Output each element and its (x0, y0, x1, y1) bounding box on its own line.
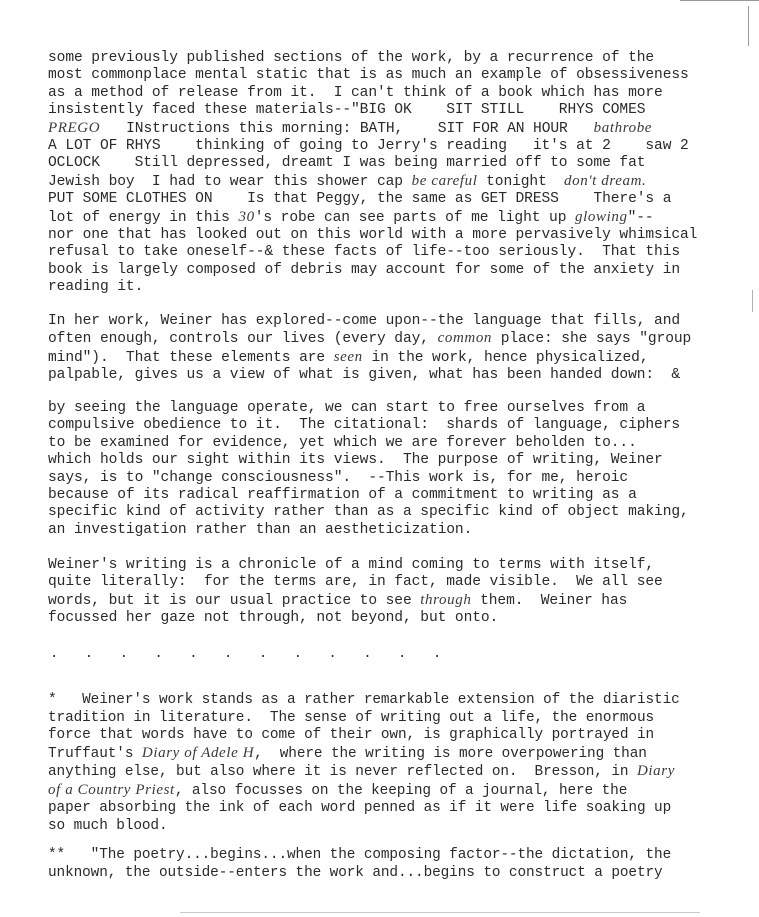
text-line (48, 155, 738, 172)
italic-text: common (437, 330, 493, 347)
text-segment: Truffaut's (48, 745, 142, 762)
text-line (48, 330, 738, 348)
text-segment: refusal to take oneself--& these facts of life--too seriously. That this (48, 244, 681, 261)
text-line (48, 727, 738, 745)
text-line (48, 227, 738, 244)
text-segment: words, but it is our usual practice to see (48, 592, 421, 609)
text-segment: often enough, controls our lives (every day, (48, 331, 438, 348)
text-line (48, 102, 738, 119)
section-divider-dots: . . . . . . . . . . . . (50, 646, 451, 662)
text-line (48, 367, 738, 384)
text-segment: In her work, Weiner has explored--come upon--the language that fills, and (48, 313, 681, 329)
footnote-1 (48, 692, 738, 835)
italic-text: Diary (636, 763, 675, 779)
paragraph-1 (48, 50, 738, 297)
text-segment: palpable, gives us a view of what is given, what has been handed down: & (48, 367, 681, 384)
right-edge-line (748, 6, 749, 46)
paragraph-3 (48, 400, 738, 539)
text-line (48, 435, 738, 452)
bottom-edge-line (180, 912, 700, 913)
text-line (48, 313, 738, 330)
text-segment: an investigation rather than an aestheticization. (48, 521, 473, 538)
text-line (48, 138, 738, 155)
text-segment: Jewish boy I had to wear this shower cap (48, 173, 412, 190)
paragraph-4 (48, 557, 738, 628)
text-segment: so much blood. (48, 817, 168, 834)
text-line (48, 574, 738, 591)
text-segment: which holds our sight within its views. The purpose of writing, Weiner (48, 452, 663, 469)
text-segment: Weiner's writing is a chronicle of a mind coming to terms with itself, (48, 557, 655, 573)
text-segment: quite literally: for the terms are, in fact, made visible. We all see (48, 574, 663, 591)
text-line (48, 800, 738, 818)
text-line (48, 452, 738, 469)
text-line (48, 67, 738, 84)
text-line (48, 417, 738, 434)
text-segment: ** "The poetry...begins...when the composing factor--the dictation, the (48, 847, 672, 863)
text-line (48, 209, 738, 227)
italic-text: don't dream. (564, 172, 647, 189)
text-line (48, 279, 738, 296)
text-segment: unknown, the outside--enters the work and...begins to construct a poetry (48, 864, 663, 881)
text-segment: 's robe can see parts of me light up (254, 209, 576, 226)
text-line (48, 487, 738, 504)
text-segment: force that words have to come of their own, is graphically portrayed in (48, 727, 655, 743)
text-segment: anything else, but also where it is never reflected on. Bresson, in (48, 764, 637, 780)
italic-text: of a Country Priest (48, 781, 175, 798)
text-segment: insistently faced these materials--"BIG OK SIT STILL RHYS COMES (48, 102, 646, 119)
text-segment: reading it. (48, 279, 144, 296)
text-segment: as a method of release from it. I can't think of a book which has more (48, 84, 663, 101)
text-segment: because of its radical reaffirmation of a commitment to writing as a (48, 487, 637, 504)
text-line (48, 557, 738, 574)
italic-text: glowing (575, 208, 628, 225)
text-segment: mind"). That these elements are (48, 349, 334, 366)
text-line (48, 522, 738, 539)
text-segment: nor one that has looked out on this world with a more pervasively whimsical (48, 227, 698, 244)
italic-text: PREGO (48, 119, 101, 136)
text-line (48, 173, 738, 191)
text-segment: PUT SOME CLOTHES ON Is that Peggy, the same as GET DRESS There's a (48, 191, 672, 208)
text-segment: tonight (477, 173, 565, 190)
text-segment: OCLOCK Still depressed, dreamt I was being married off to some fat (48, 155, 646, 172)
italic-text: Diary of Adele H (141, 744, 255, 761)
paragraph-2 (48, 313, 738, 385)
text-segment: paper absorbing the ink of each word penned as if it were life soaking up (48, 800, 672, 816)
text-segment: compulsive obedience to it. The citational: shards of language, ciphers (48, 417, 681, 434)
text-line (48, 85, 738, 102)
text-line (48, 847, 738, 865)
text-segment: by seeing the language operate, we can start to free ourselves from a (48, 400, 646, 416)
text-segment: A LOT OF RHYS thinking of going to Jerry's reading it's at 2 saw 2 (48, 138, 689, 155)
text-line (48, 50, 738, 67)
text-line (48, 349, 738, 367)
italic-text: be careful (411, 172, 478, 189)
text-segment: , also focusses on the keeping of a journal, here the (174, 782, 628, 799)
text-segment: * Weiner's work stands as a rather remarkable extension of the diaristic (48, 692, 680, 708)
italic-text: through (420, 591, 472, 608)
text-line (48, 610, 738, 627)
text-line (48, 745, 738, 764)
text-line (48, 865, 738, 883)
text-segment: "-- (627, 209, 654, 226)
text-line (48, 191, 738, 208)
text-line (48, 592, 738, 610)
text-line (48, 120, 738, 138)
top-right-edge-mark (680, 0, 759, 1)
text-segment: some previously published sections of the work, by a recurrence of the (48, 50, 655, 66)
text-line (48, 244, 738, 261)
text-segment: most commonplace mental static that is as much an example of obsessiveness (48, 67, 689, 84)
text-segment: to be examined for evidence, yet which we are forever beholden to... (48, 434, 637, 451)
italic-text: bathrobe (593, 119, 653, 136)
text-segment: INstructions this morning: BATH, SIT FOR AN HOUR (100, 120, 594, 137)
text-segment: tradition in literature. The sense of writing out a life, the enormous (48, 709, 655, 726)
text-segment: focussed her gaze not through, not beyond, but onto. (48, 610, 499, 627)
text-line (48, 763, 738, 782)
right-margin-mark (752, 290, 753, 312)
text-segment: says, is to "change consciousness". --This work is, for me, heroic (48, 469, 629, 486)
footnote-2 (48, 847, 738, 882)
text-line (48, 692, 738, 710)
text-line (48, 504, 738, 521)
italic-text: seen (333, 348, 363, 365)
text-segment: place: she says "group (492, 331, 692, 348)
text-segment: lot of energy in this (48, 209, 239, 226)
text-line (48, 400, 738, 417)
text-segment: in the work, hence physicalized, (362, 349, 649, 366)
text-line (48, 470, 738, 487)
text-segment: book is largely composed of debris may account for some of the anxiety in (48, 261, 681, 278)
italic-text: 30 (238, 208, 255, 225)
text-segment: , where the writing is more overpowering than (254, 745, 647, 762)
text-line (48, 262, 738, 279)
text-line (48, 818, 738, 836)
text-line (48, 710, 738, 728)
text-segment: specific kind of activity rather than as a specific kind of object making, (48, 504, 689, 521)
text-segment: them. Weiner has (471, 592, 628, 609)
text-line (48, 782, 738, 801)
